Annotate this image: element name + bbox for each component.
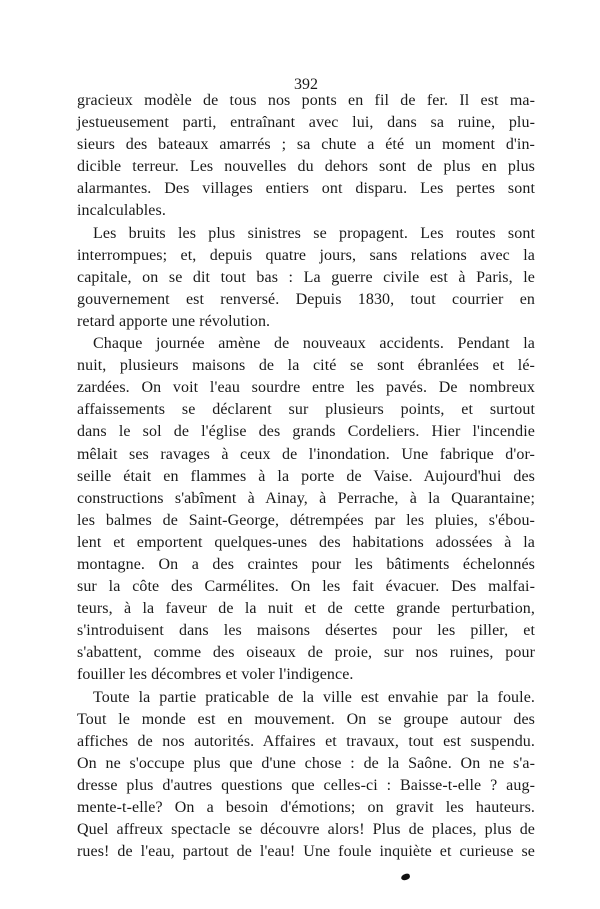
text-line: gracieux modèle de tous nos ponts en fil de fer. Il est ma-	[77, 92, 535, 109]
text-line: On ne s'occupe plus que d'une chose : de la Saône. On ne s'a-	[77, 754, 535, 772]
text-line: dresse plus d'autres questions que celles-ci : Baisse-t-elle ? aug-	[77, 776, 535, 794]
text-line: fouiller les décombres et voler l'indigence.	[77, 666, 354, 684]
text-line: Les bruits les plus sinistres se propagent. Les routes sont	[93, 224, 535, 242]
text-line: montagne. On a des craintes pour les bâtiments échelonnés	[77, 555, 535, 573]
text-line: lent et emportent quelques-unes des habitations adossées à la	[77, 533, 535, 551]
text-line: constructions s'abîment à Ainay, à Perrache, à la Quarantaine;	[77, 489, 535, 507]
text-line: alarmantes. Des villages entiers ont disparu. Les pertes sont	[77, 180, 535, 198]
text-line: nuit, plusieurs maisons de la cité se sont ébranlées et lé-	[77, 357, 535, 375]
text-line: Tout le monde est en mouvement. On se groupe autour des	[77, 710, 535, 728]
text-line: s'introduisent dans les maisons désertes pour les piller, et	[77, 622, 535, 640]
paragraph	[77, 90, 535, 223]
text-line: affiches de nos autorités. Affaires et travaux, tout est suspendu.	[77, 732, 535, 750]
paragraph	[77, 687, 535, 864]
body-text	[77, 90, 535, 863]
text-line: teurs, à la faveur de la nuit et de cette grande perturbation,	[77, 600, 535, 618]
text-line: incalculables.	[77, 202, 166, 220]
text-line: sur la côte des Carmélites. On les fait évacuer. Des malfai-	[77, 578, 535, 596]
text-line: les balmes de Saint-George, détrempées par les pluies, s'ébou-	[77, 511, 535, 529]
printer-mark-icon	[400, 873, 410, 881]
paragraph	[77, 333, 535, 687]
text-line: s'abattent, comme des oiseaux de proie, sur nos ruines, pour	[77, 644, 535, 662]
text-line: Toute la partie praticable de la ville est envahie par la foule.	[93, 688, 535, 706]
text-line: seille était en flammes à la porte de Vaise. Aujourd'hui des	[77, 467, 535, 485]
text-line: sieurs des bateaux amarrés ; sa chute a été un moment d'in-	[77, 136, 535, 154]
text-line: gouvernement est renversé. Depuis 1830, tout courrier en	[77, 290, 535, 308]
text-line: Chaque journée amène de nouveaux accidents. Pendant la	[93, 335, 535, 353]
text-line: retard apporte une révolution.	[77, 312, 271, 330]
text-line: Quel affreux spectacle se découvre alors! Plus de places, plus de	[77, 821, 535, 839]
text-line: mente-t-elle? On a besoin d'émotions; on gravit les hauteurs.	[77, 799, 535, 816]
text-line: jestueusement parti, entraînant avec lui, dans sa ruine, plu-	[77, 114, 535, 132]
page-number: 392	[294, 76, 318, 93]
text-line: zardées. On voit l'eau sourdre entre les pavés. De nombreux	[77, 379, 535, 397]
text-line: rues! de l'eau, partout de l'eau! Une foule inquiète et curieuse se	[77, 843, 535, 861]
text-line: mêlait ses ravages à ceux de l'inondation. Une fabrique d'or-	[77, 445, 535, 463]
text-line: affaissements se déclarent sur plusieurs points, et surtout	[77, 401, 535, 419]
text-line: dans le sol de l'église des grands Cordeliers. Hier l'incendie	[77, 423, 535, 441]
text-line: interrompues; et, depuis quatre jours, sans relations avec la	[77, 246, 535, 264]
text-line: dicible terreur. Les nouvelles du dehors sont de plus en plus	[77, 158, 535, 176]
text-line: capitale, on se dit tout bas : La guerre civile est à Paris, le	[77, 268, 535, 286]
paragraph	[77, 223, 535, 333]
